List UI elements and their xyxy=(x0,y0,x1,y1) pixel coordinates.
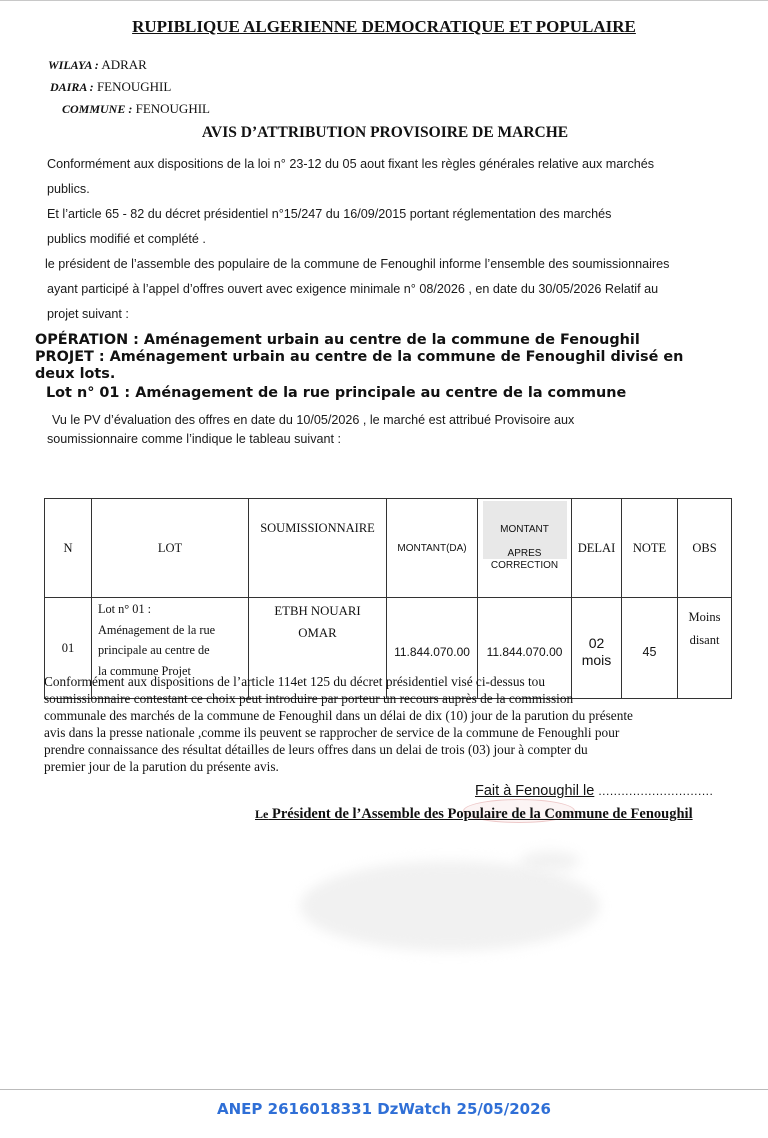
commune-line xyxy=(62,101,210,117)
header-lot: LOT xyxy=(92,499,249,598)
commune-label: COMMUNE : xyxy=(62,102,133,116)
header-corr-2: APRES xyxy=(507,548,542,559)
para2-line2: publics modifié et complété . xyxy=(47,232,206,246)
daira-value: FENOUGHIL xyxy=(96,79,172,94)
para2-line1: Et l’article 65 - 82 du décret présidentiel n°15/247 du 16/09/2015 portant réglementation des marchés xyxy=(47,207,612,221)
cell-note: 45 xyxy=(622,598,678,699)
closing-line5: prendre connaissance des résultat détailles de leurs offres dans un delai de trois (03) jour à compter du xyxy=(44,742,588,757)
wilaya-value: ADRAR xyxy=(101,57,147,72)
cell-lot-4: la commune Projet xyxy=(98,663,191,678)
pv-line1: Vu le PV d’évaluation des offres en date du 10/05/2026 , le marché est attribué Provisoire aux xyxy=(52,413,575,427)
cell-obs-1: Moins xyxy=(688,610,721,624)
para3-line1: le président de l’assemble des populaire de la commune de Fenoughil informe l’ensemble des soumissionnaires xyxy=(45,257,670,271)
signature-president: Président de l’Assemble des Populaire de la Commune de Fenoughil xyxy=(268,806,693,822)
header-delai: DELAI xyxy=(572,499,622,598)
header-n: N xyxy=(45,499,92,598)
para3-line3: projet suivant : xyxy=(47,307,129,321)
scan-smudge-small xyxy=(520,851,580,871)
cell-lot-3: principale au centre de xyxy=(98,643,210,657)
cell-obs xyxy=(678,598,732,699)
wilaya-label: WILAYA : xyxy=(48,58,99,72)
cell-soum-2: OMAR xyxy=(298,626,337,640)
cell-n: 01 xyxy=(45,598,92,699)
projet-line1: PROJET : Aménagement urbain au centre de la commune de Fenoughil divisé en xyxy=(35,349,684,365)
cell-delai-2: mois xyxy=(581,652,612,668)
signature-le: Le xyxy=(255,807,269,821)
header-montant: MONTANT(DA) xyxy=(387,499,478,598)
para3-line2: ayant participé à l’appel d’offres ouvert avec exigence minimale n° 08/2026 , en date du 30/05/2026 Relatif au xyxy=(47,282,659,296)
para1-line2: publics. xyxy=(47,182,90,196)
commune-value: FENOUGHIL xyxy=(135,101,210,116)
header-obs: OBS xyxy=(678,499,732,598)
lot-line: Lot n° 01 : Aménagement de la rue principale au centre de la commune xyxy=(46,385,627,401)
footer-reference: ANEP 2616018331 DzWatch 25/05/2026 xyxy=(217,1100,551,1118)
closing-line4: avis dans la presse nationale ,comme ils peuvent se rapprocher de service de la commune de Fenoughli pour xyxy=(44,725,620,740)
cell-delai xyxy=(572,598,622,699)
closing-line2: soumissionnaire contestant ce choix peut introduire par porteur un recours auprès de la commission xyxy=(44,691,574,706)
cell-montant-correction: 11.844.070.00 xyxy=(478,598,572,699)
wilaya-line xyxy=(48,57,147,73)
pv-line2: soumissionnaire comme l’indique le tableau suivant : xyxy=(47,432,342,446)
daira-line xyxy=(50,79,171,95)
closing-line1: Conformément aux dispositions de l’article 114et 125 du décret présidentiel visé ci-dessus tou xyxy=(44,674,545,689)
header-soumissionnaire: SOUMISSIONNAIRE xyxy=(249,499,387,598)
daira-label: DAIRA : xyxy=(50,80,94,94)
scan-smudge xyxy=(300,861,600,951)
avis-title: AVIS D’ATTRIBUTION PROVISOIRE DE MARCHE xyxy=(201,124,569,141)
cell-soum-1: ETBH NOUARI xyxy=(274,604,361,618)
attribution-table xyxy=(44,498,732,699)
para1-line1: Conformément aux dispositions de la loi n° 23-12 du 05 aout fixant les règles générales relative aux marchés xyxy=(47,157,655,171)
republic-title: RUPIBLIQUE ALGERIENNE DEMOCRATIQUE ET POPULAIRE xyxy=(132,17,636,36)
header-montant-correction xyxy=(478,499,572,598)
projet-line2: deux lots. xyxy=(35,366,116,382)
fait-text: Fait à Fenoughil le xyxy=(475,783,595,799)
cell-obs-2: disant xyxy=(689,633,720,647)
operation-line: OPÉRATION : Aménagement urbain au centre de la commune de Fenoughil xyxy=(35,332,640,348)
closing-line6: premier jour de la parution du présente avis. xyxy=(44,759,279,774)
header-note: NOTE xyxy=(622,499,678,598)
closing-line3: communale des marchés de la commune de Fenoughil dans un délai de dix (10) jour de la parution du présente xyxy=(44,708,633,723)
header-corr-1: MONTANT xyxy=(500,524,549,535)
cell-lot-2: Aménagement de la rue xyxy=(98,622,216,637)
cell-montant: 11.844.070.00 xyxy=(387,598,478,699)
cell-lot-1: Lot n° 01 : xyxy=(98,602,152,616)
header-corr-3: CORRECTION xyxy=(490,560,559,571)
signature-line xyxy=(255,806,693,823)
cell-delai-1: 02 xyxy=(588,635,605,651)
fait-dots: .............................. xyxy=(598,784,714,798)
fait-line xyxy=(475,783,713,799)
table-header-row xyxy=(45,499,732,598)
